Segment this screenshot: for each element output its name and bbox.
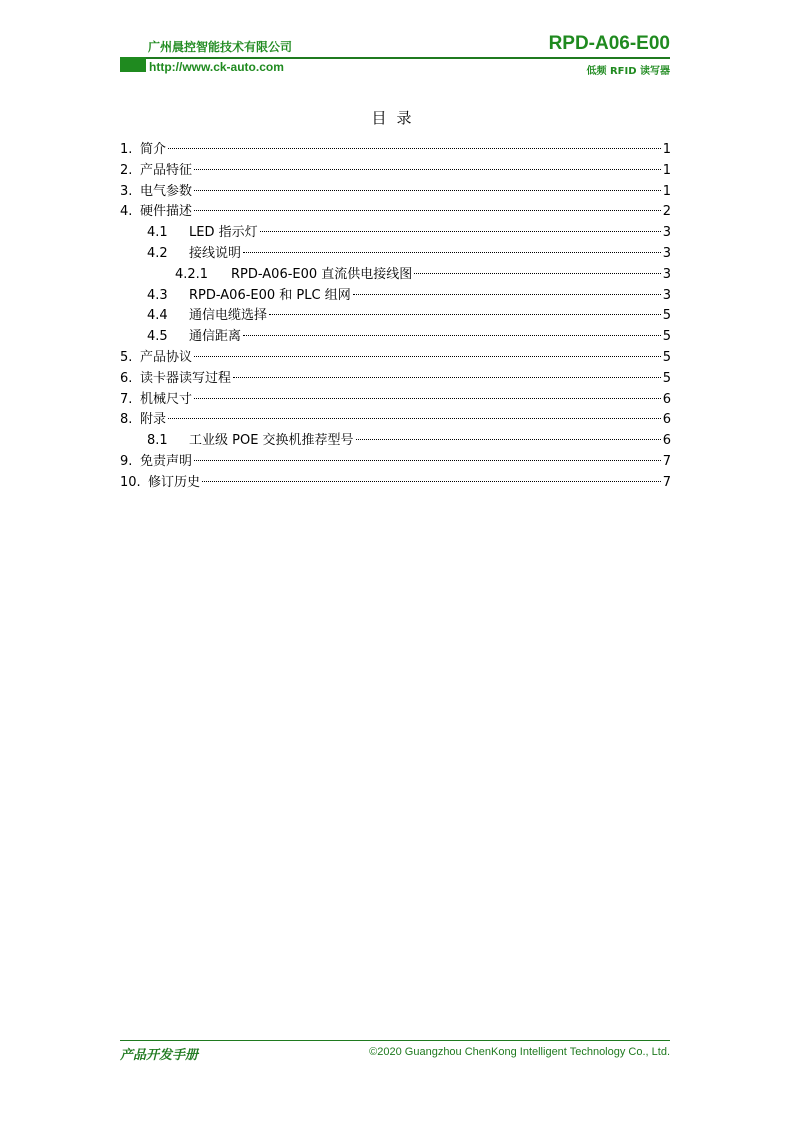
header-green-block [120,57,146,72]
toc-entry-4-2-1[interactable] [120,265,671,286]
toc-entry-title: 工业级 POE 交换机推荐型号 [189,433,354,449]
toc-entry-page: 5 [662,329,671,345]
toc-entry-4[interactable] [120,202,671,223]
toc-entry-number: 4.5 [147,329,168,345]
toc-entry-10[interactable] [120,473,671,494]
toc-entry-page: 6 [662,412,671,428]
toc-entry-title: 附录 [140,412,167,428]
toc-entry-9[interactable] [120,452,671,473]
toc-entry-page: 1 [662,162,671,178]
toc-leader-dots [353,294,661,295]
toc-leader-dots [202,481,661,482]
toc-entry-title: 通信电缆选择 [189,308,268,324]
toc-entry-title: 产品协议 [140,349,193,365]
toc-entry-4-4[interactable] [120,306,671,327]
toc-entry-number: 2. [120,162,133,178]
toc-leader-dots [243,335,661,336]
header-divider [120,57,670,59]
toc-entry-page: 5 [662,370,671,386]
toc-leader-dots [168,418,661,419]
toc-entry-page: 5 [662,349,671,365]
toc-entry-page: 3 [662,266,671,282]
toc-leader-dots [194,460,661,461]
footer-copyright: ©2020 Guangzhou ChenKong Intelligent Technology Co., Ltd. [369,1046,670,1058]
toc-leader-dots [356,439,661,440]
toc-entry-number: 6. [120,370,133,386]
toc-entry-5[interactable] [120,348,671,369]
toc-entry-title: 产品特征 [140,162,193,178]
company-name: 广州晨控智能技术有限公司 [148,40,293,54]
toc-entry-number: 3. [120,183,133,199]
toc-entry-4-5[interactable] [120,327,671,348]
toc-entry-8[interactable] [120,410,671,431]
toc-leader-dots [194,398,661,399]
product-subtitle: 低频 RFID 读写器 [586,66,670,77]
toc-leader-dots [233,377,661,378]
product-model: RPD-A06-E00 [548,33,670,54]
toc-entry-title: 硬件描述 [140,204,193,220]
footer-divider [120,1040,670,1041]
toc-entry-title: 机械尺寸 [140,391,193,407]
toc-entry-number: 4.1 [147,225,168,241]
toc-leader-dots [194,210,661,211]
toc-entry-number: 10. [120,474,141,490]
footer-manual-title: 产品开发手册 [120,1048,199,1063]
toc-leader-dots [194,190,661,191]
toc-entry-title: 修订历史 [148,474,201,490]
toc-entry-page: 3 [662,225,671,241]
toc-entry-title: RPD-A06-E00 和 PLC 组网 [189,287,351,303]
toc-entry-page: 2 [662,204,671,220]
toc-entry-7[interactable] [120,390,671,411]
toc-entry-4-1[interactable] [120,223,671,244]
toc-entry-number: 4.2 [147,245,168,261]
toc-leader-dots [194,169,661,170]
toc-entry-number: 4.3 [147,287,168,303]
company-url[interactable]: http://www.ck-auto.com [149,60,284,74]
toc-entry-number: 9. [120,453,133,469]
toc-entry-title: 免责声明 [140,453,193,469]
toc-entry-number: 4.2.1 [175,266,209,282]
toc-entry-page: 1 [662,183,671,199]
toc-entry-number: 4. [120,204,133,220]
toc-leader-dots [260,231,661,232]
toc-entry-page: 7 [662,474,671,490]
table-of-contents [120,140,671,494]
toc-entry-page: 5 [662,308,671,324]
toc-entry-page: 3 [662,287,671,303]
toc-entry-page: 6 [662,433,671,449]
toc-entry-number: 1. [120,142,133,157]
toc-leader-dots [414,273,660,274]
toc-entry-title: 接线说明 [189,245,242,261]
toc-entry-number: 7. [120,391,133,407]
toc-entry-page: 7 [662,453,671,469]
toc-entry-title: 简介 [140,142,167,157]
toc-entry-number: 4.4 [147,308,168,324]
toc-entry-title: LED 指示灯 [189,225,258,241]
toc-entry-8-1[interactable] [120,431,671,452]
toc-entry-3[interactable] [120,182,671,203]
toc-title: 目录 [371,109,422,127]
toc-entry-page: 6 [662,391,671,407]
toc-entry-1[interactable] [120,140,671,161]
toc-entry-2[interactable] [120,161,671,182]
toc-entry-page: 1 [662,142,671,157]
toc-entry-4-3[interactable] [120,286,671,307]
toc-entry-number: 8.1 [147,433,168,449]
toc-leader-dots [243,252,661,253]
toc-entry-6[interactable] [120,369,671,390]
toc-entry-number: 8. [120,412,133,428]
toc-leader-dots [168,148,661,149]
toc-entry-4-2[interactable] [120,244,671,265]
toc-leader-dots [194,356,661,357]
toc-leader-dots [269,314,661,315]
toc-entry-number: 5. [120,349,133,365]
toc-entry-title: 读卡器读写过程 [140,370,232,386]
toc-entry-title: 通信距离 [189,329,242,345]
toc-entry-page: 3 [662,245,671,261]
toc-entry-title: RPD-A06-E00 直流供电接线图 [231,266,413,282]
toc-entry-title: 电气参数 [140,183,193,199]
